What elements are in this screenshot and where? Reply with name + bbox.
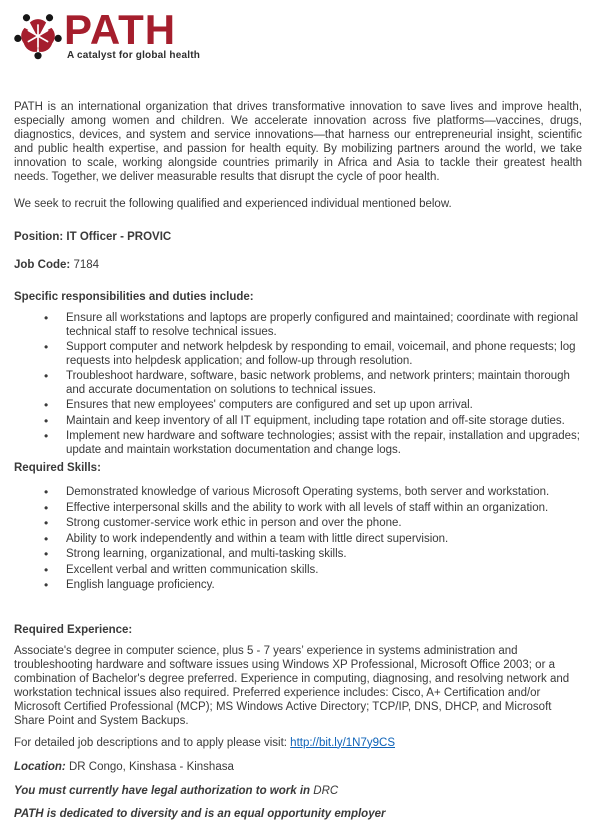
list-item: • Implement new hardware and software technologies; assist with the repair, installation and upgrades; update and maintain workstation documentation and change logs.: [42, 430, 582, 457]
eeo-line: PATH is dedicated to diversity and is an equal opportunity employer: [14, 807, 386, 820]
work-authorization-text: You must currently have legal authorization to work in: [14, 784, 311, 797]
responsibilities-list: [14, 312, 582, 457]
position-label: Position:: [14, 231, 64, 243]
logo-tagline: A catalyst for global health: [67, 50, 201, 61]
list-item: • Ability to work independently and within a team with little direct supervision.: [42, 533, 582, 547]
jobcode-value: 7184: [73, 259, 100, 271]
location-label: Location:: [14, 760, 66, 773]
experience-heading: Required Experience:: [14, 623, 133, 636]
list-item: • Strong learning, organizational, and multi-tasking skills.: [42, 548, 582, 562]
list-item: • English language proficiency.: [42, 579, 582, 593]
list-item: • Demonstrated knowledge of various Microsoft Operating systems, both server and workstation.: [42, 486, 582, 500]
position-line: [14, 230, 582, 244]
apply-line: [14, 736, 582, 750]
location-value: DR Congo, Kinshasa - Kinshasa: [68, 760, 234, 773]
experience-paragraph: Associate's degree in computer science, plus 5 - 7 years’ experience in systems administration and troubleshooting hardware and software issues using Windows XP Professional, Microsoft Office 2003; or a combination of Bachelor's degree preferred. Experience in computing, diagnosing, and resolving network and workstation technical issues also required. Preferred experience includes: Cisco, A+ Certification and/or Microsoft Certified Professional (MCP); MS Windows Active Directory; TCP/IP, DNS, DHCP, and Microsoft Share Point and System Backups.: [14, 644, 570, 727]
recruit-line: We seek to recruit the following qualified and experienced individual mentioned below.: [14, 198, 452, 210]
logo-wordmark: PATH: [64, 6, 177, 53]
intro-paragraph: PATH is an international organization that drives transformative innovation to save lives and improve health, especially among women and children. We accelerate innovation across five platforms—vaccines, drugs, diagnostics, devices, and system and service innovations—that harness our entrepreneurial insight, scientific and public health expertise, and passion for health equity. By mobilizing partners around the world, we take innovation to scale, working alongside countries primarily in Africa and Asia to tackle their greatest health needs. Together, we deliver measurable results that disrupt the cycle of poor health.: [14, 101, 582, 183]
list-item: • Ensure all workstations and laptops are properly configured and maintained; coordinate with regional technical staff to resolve technical issues.: [42, 312, 582, 339]
list-item: • Ensures that new employees' computers are configured and set up upon arrival.: [42, 399, 582, 413]
logo-header: [14, 6, 582, 64]
work-authorization-country: DRC: [313, 784, 339, 797]
list-item: • Support computer and network helpdesk by responding to email, voicemail, and phone requests; log requests into helpdesk application; and follow-up through resolution.: [42, 341, 582, 368]
location-line: [14, 760, 582, 774]
jobcode-line: [14, 258, 582, 272]
work-authorization-line: [14, 784, 582, 798]
apply-text: For detailed job descriptions and to apply please visit:: [14, 736, 287, 749]
list-item: • Troubleshoot hardware, software, basic network problems, and network printers; maintain thorough and accurate documentation on solutions to technical issues.: [42, 370, 582, 397]
apply-link[interactable]: http://bit.ly/1N7y9CS: [290, 736, 395, 749]
list-item: • Excellent verbal and written communication skills.: [42, 564, 582, 578]
path-logo-icon: [14, 12, 62, 60]
skills-list: [14, 486, 582, 593]
skills-heading: Required Skills:: [14, 462, 101, 474]
responsibilities-heading: Specific responsibilities and duties include:: [14, 291, 254, 303]
list-item: • Maintain and keep inventory of all IT equipment, including tape rotation and off-site storage duties.: [42, 415, 582, 429]
list-item: • Strong customer-service work ethic in person and over the phone.: [42, 517, 582, 531]
position-value: IT Officer - PROVIC: [66, 231, 172, 243]
logo-text: [64, 6, 201, 61]
jobcode-label: Job Code:: [14, 259, 71, 271]
list-item: • Effective interpersonal skills and the ability to work with all levels of staff within an organization.: [42, 502, 582, 516]
